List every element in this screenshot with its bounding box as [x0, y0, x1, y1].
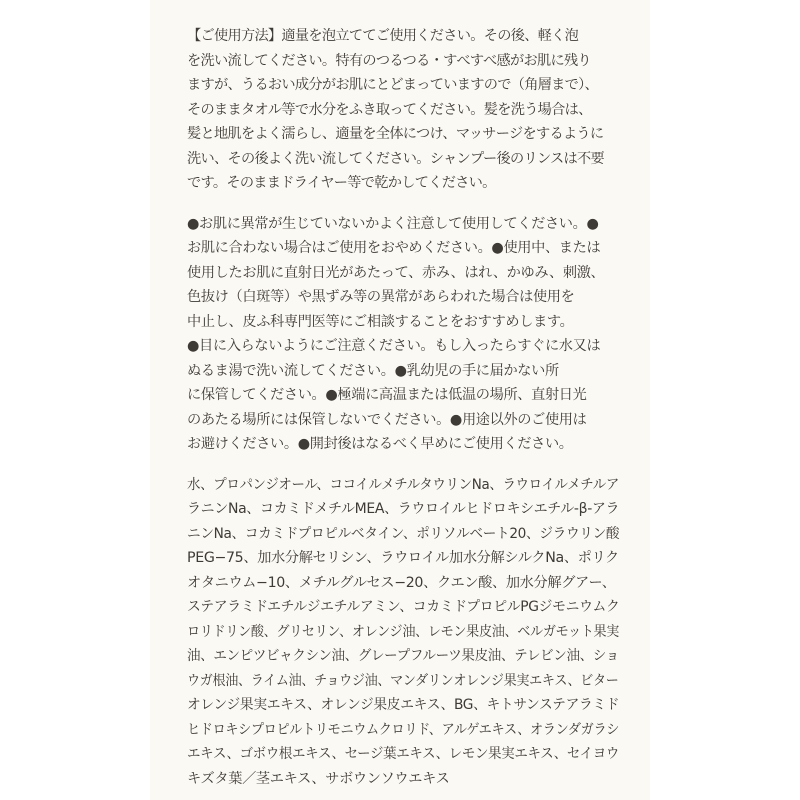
caution-notes — [187, 212, 619, 457]
usage-line: 洗い、その後よく洗い流してください。シャンプー後のリンスは不要 — [187, 150, 604, 167]
ingredient-line: ステアラミドエチルジエチルアミン、コカミドプロピルPGジモニウムク — [187, 599, 620, 615]
ingredient-line: ラニンNa、コカミドメチルMEA、ラウロイルヒドロキシエチル-β-アラ — [187, 501, 620, 517]
caution-line: ぬるま湯で洗い流してください。●乳幼児の手に届かない所 — [187, 362, 559, 379]
caution-line: お肌に合わない場合はご使用をおやめください。●使用中、または — [187, 240, 601, 256]
usage-instructions — [187, 24, 619, 196]
caution-line: 使用したお肌に直射日光があたって、赤み、はれ、かゆみ、刺激、 — [187, 264, 605, 281]
ingredient-line: 油、エンピツビャクシン油、グレープフルーツ果皮油、テレビン油、ショ — [187, 648, 619, 664]
ingredient-line: ロリドリン酸、グリセリン、オレンジ油、レモン果皮油、ベルガモット果実 — [187, 623, 620, 640]
ingredient-line: キズタ葉／茎エキス、サボウンソウエキス — [187, 770, 450, 787]
caution-line: ●目に入らないようにご注意ください。もし入ったらすぐに水又は — [187, 338, 601, 354]
caution-line: 色抜け（白斑等）や黒ずみ等の異常があらわれた場合は使用を — [187, 289, 575, 305]
usage-line: 【ご使用方法】適量を泡立ててご使用ください。その後、軽く泡 — [187, 28, 579, 44]
caution-line: のあたる場所には保管しないでください。●用途以外のご使用は — [187, 411, 587, 428]
section-spacer — [187, 457, 619, 473]
product-text — [187, 24, 619, 791]
ingredient-line: エキス、ゴボウ根エキス、セージ葉エキス、レモン果実エキス、セイヨウ — [187, 746, 619, 762]
caution-line: 中止し、皮ふ科専門医等にご相談することをおすすめします。 — [187, 313, 574, 330]
ingredient-line: ヒドロキシプロピルトリモニウムクロリド、アルゲエキス、オランダガラシ — [187, 721, 620, 738]
usage-line: を洗い流してください。特有のつるつる・すべすべ感がお肌に残り — [187, 52, 591, 69]
usage-line: です。そのままドライヤー等で乾かしてください。 — [187, 175, 496, 191]
usage-line: 髪と地肌をよく濡らし、適量を全体につけ、マッサージをするように — [187, 126, 604, 142]
caution-line: お避けください。●開封後はなるべく早めにご使用ください。 — [187, 436, 573, 452]
ingredient-line: オタニウム−10、メチルグルセス−20、クエン酸、加水分解グアー、 — [187, 574, 616, 591]
ingredient-line: ウガ根油、ライム油、チョウジ油、マンダリンオレンジ果実エキス、ビター — [187, 672, 619, 689]
section-spacer — [187, 196, 619, 212]
usage-line: そのままタオル等で水分をふき取ってください。髪を洗う場合は、 — [187, 101, 592, 118]
caution-line: ●お肌に異常が生じていないかよく注意して使用してください。● — [187, 215, 599, 232]
caution-line: に保管してください。●極端に高温または低温の場所、直射日光 — [187, 387, 587, 403]
ingredient-line: オレンジ果実エキス、オレンジ果皮エキス、BG、キトサンステアラミド — [187, 697, 620, 713]
ingredient-line: PEG−75、加水分解セリシン、ラウロイル加水分解シルクNa、ポリク — [187, 550, 619, 566]
ingredients-list — [187, 473, 619, 792]
usage-line: ますが、うるおい成分がお肌にとどまっていますので（角層まで）、 — [187, 77, 599, 93]
ingredient-line: 水、プロパンジオール、ココイルメチルタウリンNa、ラウロイルメチルア — [187, 476, 619, 493]
ingredient-line: ニンNa、コカミドプロピルベタイン、ポリソルベート20、ジラウリン酸 — [187, 525, 620, 542]
